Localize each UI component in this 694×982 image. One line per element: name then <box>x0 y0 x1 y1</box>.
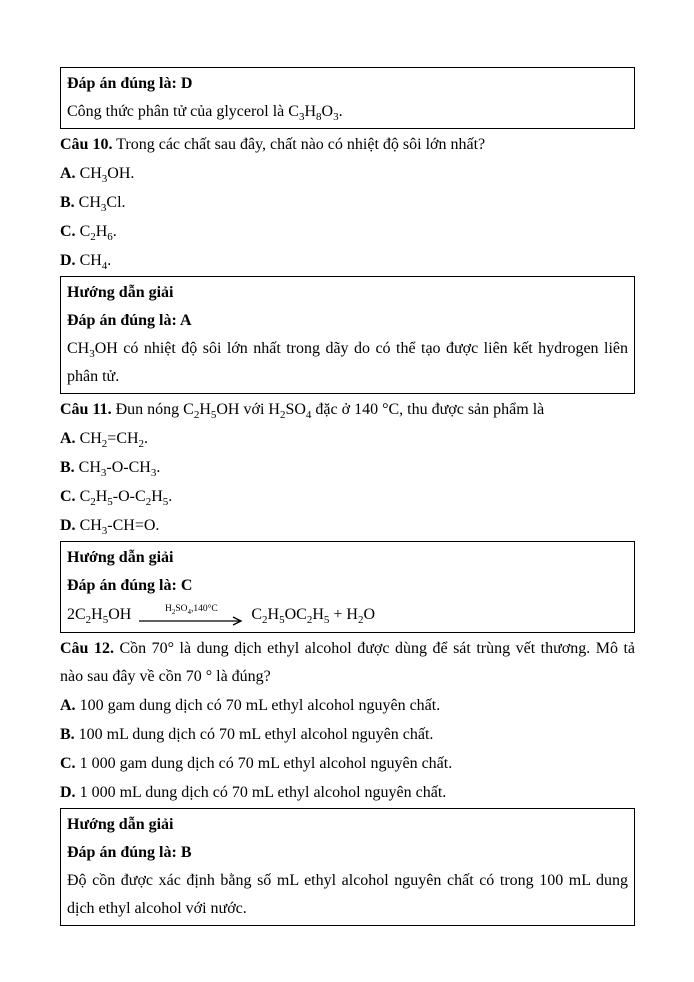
question-11-text: Đun nóng $C_2H_5OH$ với $H_2SO_4$ đặc ở 140 °C, thu được sản phẩm là <box>115 401 545 422</box>
option-label: C. <box>60 755 76 772</box>
option-text: 1 000 mL dung dịch có 70 mL ethyl alcohol nguyên chất. <box>79 784 447 801</box>
q12-option-b <box>60 721 635 749</box>
solution-box-q12 <box>60 808 635 926</box>
chemical-equation <box>67 600 628 630</box>
q10-option-a <box>60 160 635 188</box>
question-12-text: Cồn 70° là dung dịch ethyl alcohol được dùng để sát trùng vết thương. Mô tả nào sau đây về cồn 70 ° là đúng? <box>60 640 636 685</box>
q12-option-a <box>60 692 635 720</box>
equation-rhs: $C_2H_5OC_2H_5 + H_2O$ <box>251 606 376 627</box>
option-text: $C_2H_5-O-C_2H_5$. <box>79 488 173 509</box>
question-10-label: Câu 10. <box>60 136 113 153</box>
question-11-label: Câu 11. <box>60 401 112 418</box>
question-12-label: Câu 12. <box>60 640 114 657</box>
solution-heading: Hướng dẫn giải <box>67 284 174 301</box>
question-10-line <box>60 131 635 159</box>
q11-option-a <box>60 425 635 453</box>
solution-body: Độ cồn được xác định bằng số mL ethyl alcohol nguyên chất có trong 100 mL dung dịch ethyl alcohol với nước. <box>67 872 628 917</box>
option-label: D. <box>60 252 76 269</box>
q10-option-d <box>60 247 635 275</box>
option-text: $CH_3-CH=O$. <box>79 517 160 538</box>
option-label: B. <box>60 459 75 476</box>
option-text: 1 000 gam dung dịch có 70 mL ethyl alcohol nguyên chất. <box>79 755 453 772</box>
option-text: 100 mL dung dịch có 70 mL ethyl alcohol nguyên chất. <box>78 726 434 743</box>
question-12-line <box>60 635 635 691</box>
question-10-text: Trong các chất sau đây, chất nào có nhiệt độ sôi lớn nhất? <box>116 136 486 153</box>
option-text: $CH_3-O-CH_3$. <box>78 459 161 480</box>
q11-option-d <box>60 512 635 540</box>
option-label: D. <box>60 517 76 534</box>
question-11-line <box>60 396 635 424</box>
arrow-right-icon <box>139 616 243 626</box>
option-label: A. <box>60 430 76 447</box>
reaction-condition: $H_2SO_4,140^\circ C$ <box>164 604 218 616</box>
solution-box-q11 <box>60 541 635 633</box>
q11-option-c <box>60 483 635 511</box>
equation-lhs: $2C_2H_5OH$ <box>67 606 132 627</box>
q12-option-c <box>60 750 635 778</box>
option-label: B. <box>60 726 75 743</box>
option-text: $C_2H_6$. <box>79 223 117 244</box>
q10-option-b <box>60 189 635 217</box>
answer-line: Đáp án đúng là: A <box>67 312 192 329</box>
answer-line: Đáp án đúng là: B <box>67 844 192 861</box>
option-text: $CH_2=CH_2$. <box>79 430 149 451</box>
option-label: A. <box>60 165 76 182</box>
option-label: B. <box>60 194 75 211</box>
option-text: 100 gam dung dịch có 70 mL ethyl alcohol nguyên chất. <box>79 697 441 714</box>
option-text: $CH_3OH$. <box>79 165 135 186</box>
option-label: C. <box>60 488 76 505</box>
solution-heading: Hướng dẫn giải <box>67 549 174 566</box>
q12-option-d <box>60 779 635 807</box>
q10-option-c <box>60 218 635 246</box>
q11-option-b <box>60 454 635 482</box>
solution-body: Công thức phân tử của glycerol là $C_3H_8O_3$. <box>67 103 343 124</box>
option-label: A. <box>60 697 76 714</box>
solution-body: $CH_3OH$ có nhiệt độ sôi lớn nhất trong dãy do có thể tạo được liên kết hydrogen liên phân tử. <box>67 340 628 385</box>
option-text: $CH_4$. <box>79 252 112 273</box>
answer-line: Đáp án đúng là: D <box>67 75 193 92</box>
option-label: C. <box>60 223 76 240</box>
option-text: $CH_3Cl$. <box>78 194 126 215</box>
answer-line: Đáp án đúng là: C <box>67 577 193 594</box>
solution-box-q10 <box>60 276 635 394</box>
option-label: D. <box>60 784 76 801</box>
solution-box-glycerol <box>60 67 635 129</box>
reaction-arrow-icon <box>139 604 243 626</box>
solution-heading: Hướng dẫn giải <box>67 816 174 833</box>
